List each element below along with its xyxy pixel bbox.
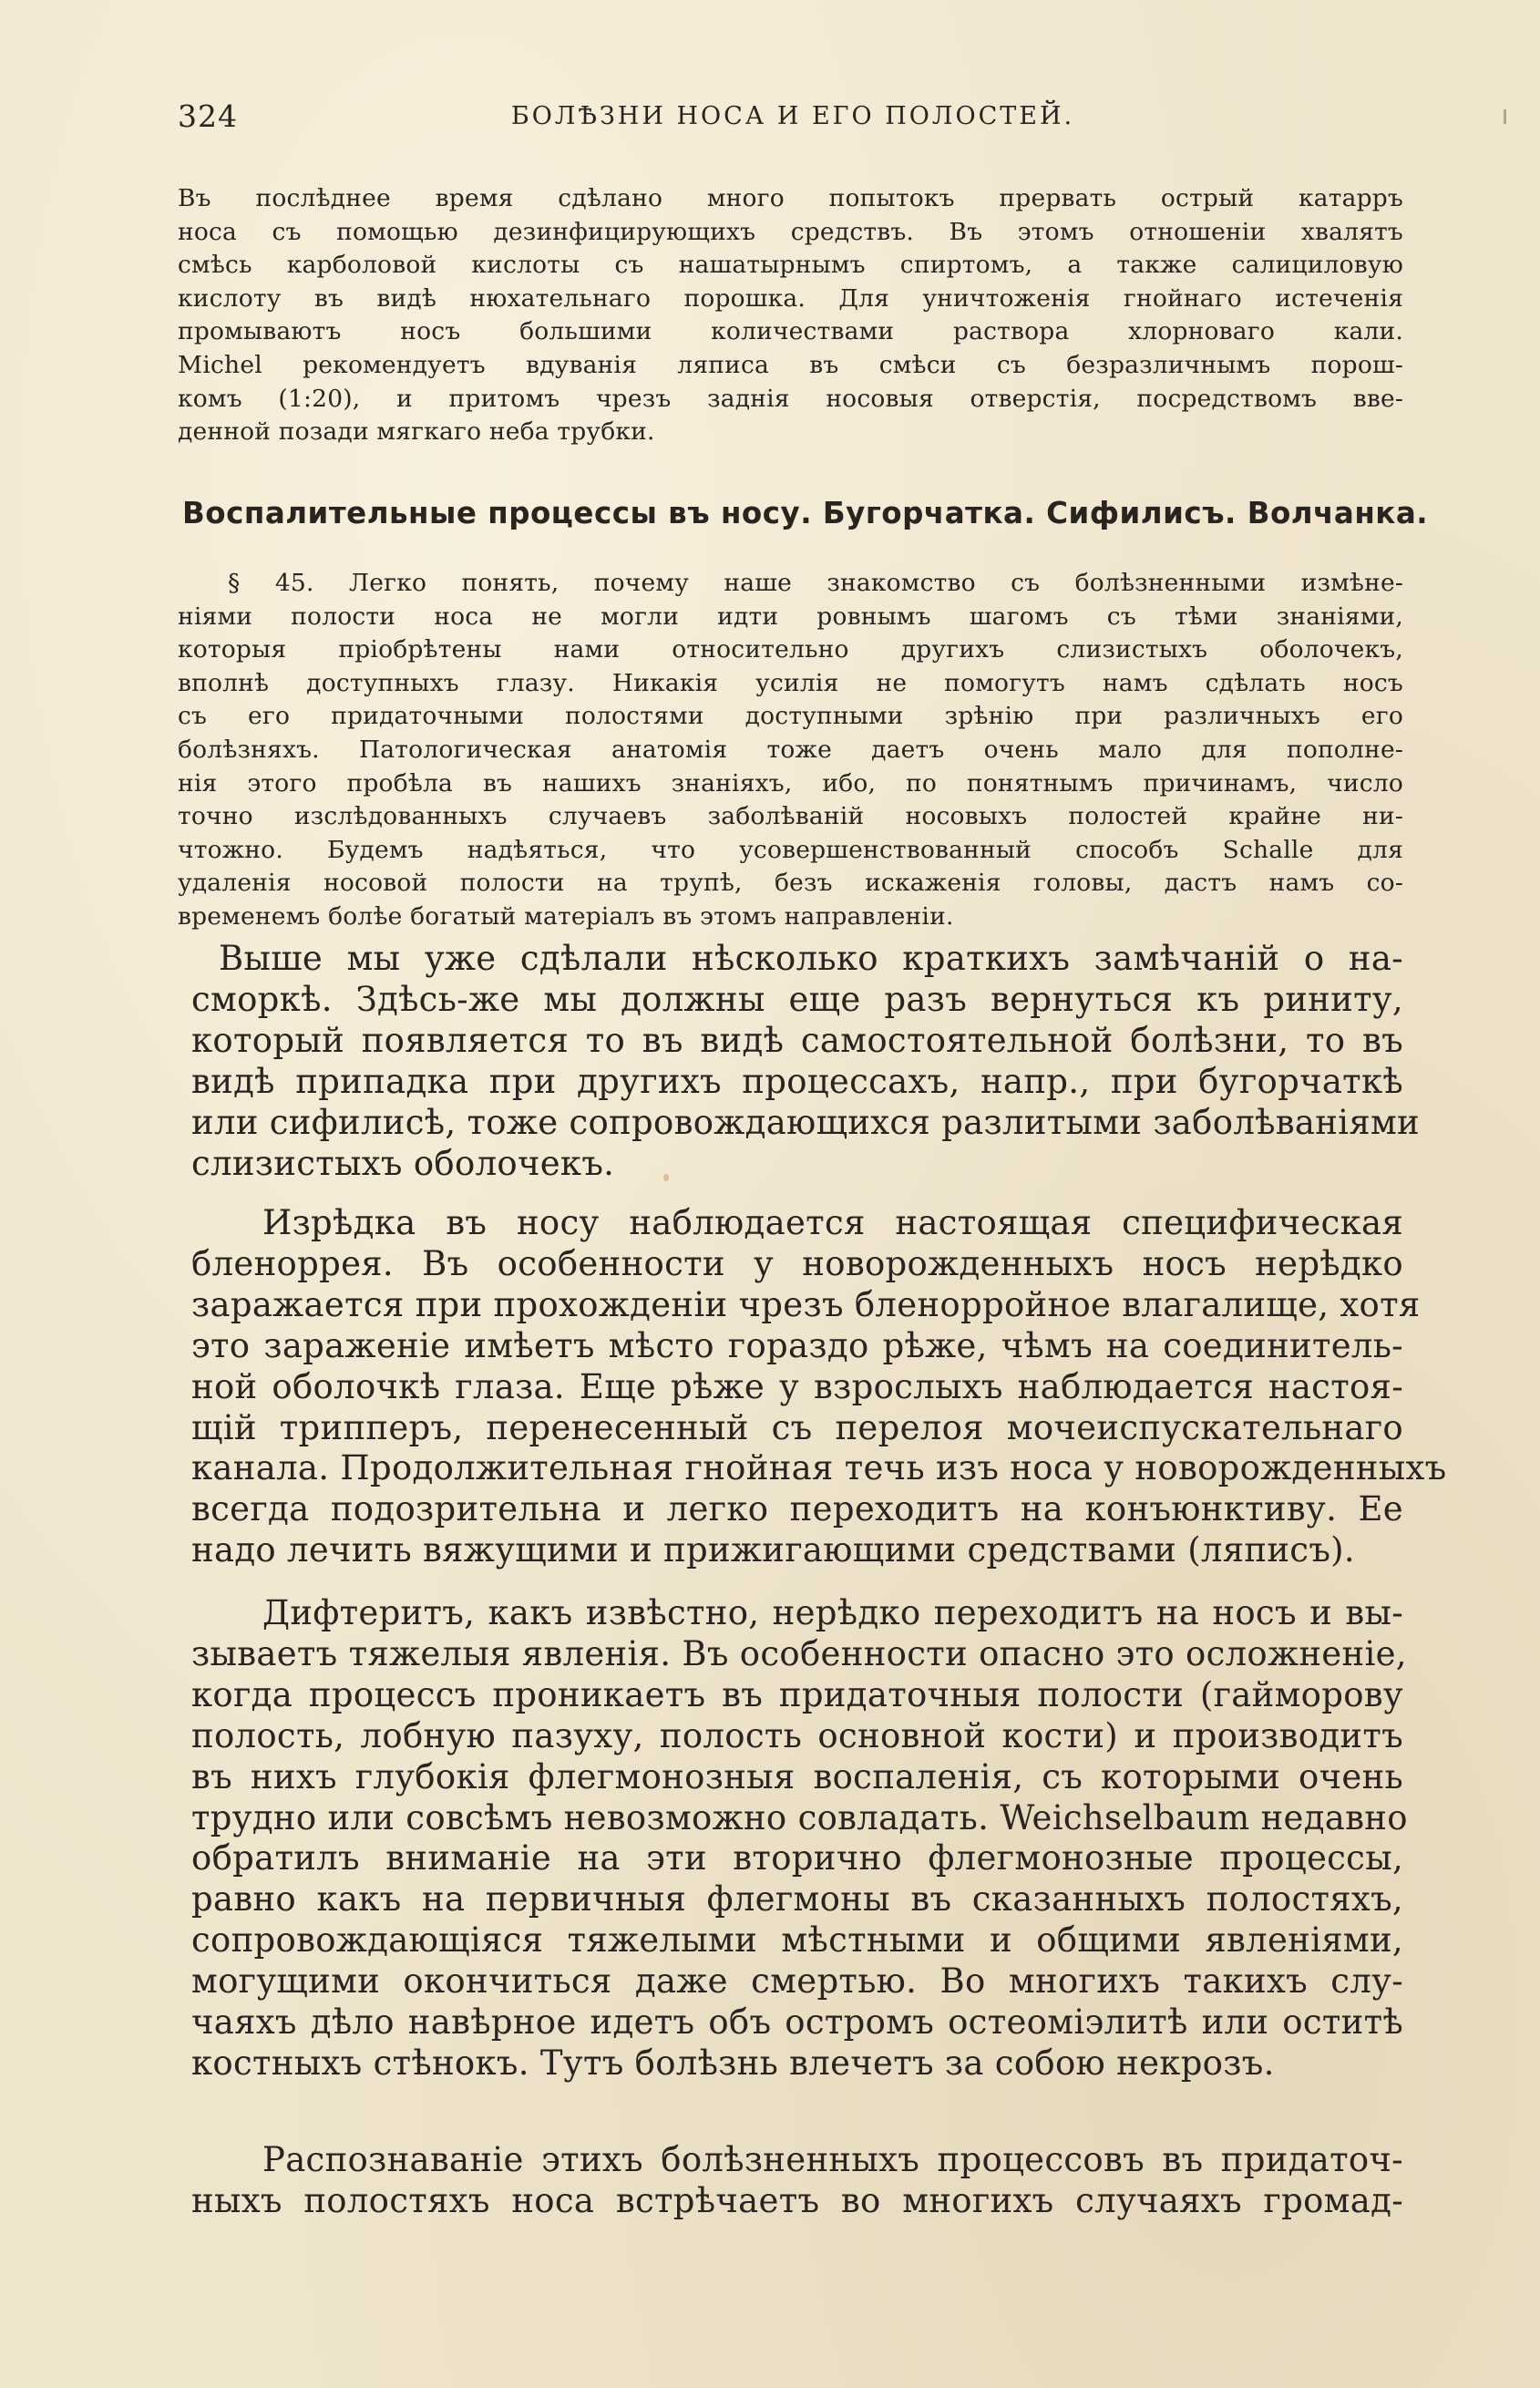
running-head xyxy=(178,98,1408,144)
paragraph-diagnosis xyxy=(191,2140,1403,2222)
text-line: зываетъ тяжелыя явленія. Въ особенности опасно это осложненіе, xyxy=(191,1633,1407,1673)
text-line: чтожно. Будемъ надѣяться, что усовершенствованный способъ Schalle для xyxy=(178,835,1403,864)
text-line: удаленія носовой полости на трупѣ, безъ искаженія головы, дастъ намъ со- xyxy=(178,869,1403,898)
text-line: Въ послѣднее время сдѣлано много попытокъ прервать острый катарръ xyxy=(178,184,1403,212)
text-line: чаяхъ дѣло навѣрное идетъ объ остромъ остеоміэлитѣ или оститѣ xyxy=(191,2002,1403,2043)
text-line: § 45. Легко понять, почему наше знакомство съ болѣзненными измѣне- xyxy=(228,569,1403,597)
section-heading: Воспалительные процессы въ носу. Бугорчатка. Сифилисъ. Волчанка. xyxy=(182,496,1429,530)
text-line: это зараженіе имѣетъ мѣсто гораздо рѣже, чѣмъ на соединитель- xyxy=(191,1325,1403,1365)
text-line: съ его придаточными полостями доступными зрѣнію при различныхъ его xyxy=(178,702,1403,731)
paragraph-antiseptic-treatment xyxy=(178,182,1403,449)
text-line: полость, лобную пазуху, полость основной кости) и производитъ xyxy=(191,1715,1403,1755)
paragraph-diphtheria xyxy=(191,1593,1408,2084)
paragraph-section-45 xyxy=(178,567,1403,934)
text-line: въ нихъ глубокія флегмонозныя воспаленія, съ которыми очень xyxy=(191,1756,1403,1796)
text-line: костныхъ стѣнокъ. Тутъ болѣзнь влечетъ за собою некрозъ. xyxy=(191,2043,1275,2083)
text-line: нія этого пробѣла въ нашихъ знаніяхъ, ибо, по понятнымъ причинамъ, число xyxy=(178,768,1403,798)
text-line: бленоррея. Въ особенности у новорожденныхъ носъ нерѣдко xyxy=(191,1243,1403,1283)
text-line: которыя пріобрѣтены нами относительно другихъ слизистыхъ оболочекъ, xyxy=(178,635,1403,664)
text-line: который появляется то въ видѣ самостоятельной болѣзни, то въ xyxy=(191,1020,1403,1060)
text-line: Дифтеритъ, какъ извѣстно, нерѣдко переходитъ на носъ и вы- xyxy=(262,1593,1403,1632)
text-line: ной оболочкѣ глаза. Еще рѣже у взрослыхъ наблюдается настоя- xyxy=(191,1366,1403,1406)
text-line: промываютъ носъ большими количествами раствора хлорноваго кали. xyxy=(178,317,1403,346)
text-line: болѣзняхъ. Патологическая анатомія тоже даетъ очень мало для пополне- xyxy=(178,735,1403,764)
text-line: вполнѣ доступныхъ глазу. Никакія усилія не помогутъ намъ сдѣлать носъ xyxy=(178,668,1403,697)
text-line: ніями полости носа не могли идти ровнымъ шагомъ съ тѣми знаніями, xyxy=(178,602,1403,631)
paragraph-rhinitis xyxy=(191,939,1421,1184)
text-line: слизистыхъ оболочекъ. xyxy=(191,1143,615,1183)
text-line: комъ (1:20), и притомъ чрезъ заднія носовыя отверстія, посредствомъ вве- xyxy=(178,384,1403,413)
text-line: смѣсь карболовой кислоты съ нашатырнымъ спиртомъ, а также салициловую xyxy=(178,251,1403,280)
text-line: носа съ помощью дезинфицирующихъ средствъ. Въ этомъ отношеніи хвалятъ xyxy=(178,217,1403,246)
margin-mark xyxy=(1504,109,1506,124)
paragraph-blennorrhea xyxy=(191,1203,1447,1571)
running-title: БОЛѢЗНИ НОСА И ЕГО ПОЛОСТЕЙ. xyxy=(510,102,1075,130)
text-line: сморкѣ. Здѣсь-же мы должны еще разъ вернуться къ риниту, xyxy=(191,979,1403,1019)
text-line: Michel рекомендуетъ вдуванія ляписа въ смѣси съ безразличнымъ порош- xyxy=(178,350,1403,379)
text-line: трудно или совсѣмъ невозможно совладать. Weichselbaum недавно xyxy=(191,1797,1408,1837)
text-line: видѣ припадка при другихъ процессахъ, напр., при бугорчаткѣ xyxy=(191,1061,1403,1101)
text-line: щій трипперъ, перенесенный съ перелоя мочеиспускательнаго xyxy=(191,1407,1403,1447)
text-line: когда процессъ проникаетъ въ придаточныя полости (гайморову xyxy=(191,1674,1403,1714)
text-line: Изрѣдка въ носу наблюдается настоящая специфическая xyxy=(262,1203,1403,1242)
page-number: 324 xyxy=(178,98,238,134)
text-line: денной позади мягкаго неба трубки. xyxy=(178,417,655,447)
text-line: кислоту въ видѣ нюхательнаго порошка. Для уничтоженія гнойнаго истеченія xyxy=(178,283,1403,313)
text-line: временемъ болѣе богатый матеріалъ въ этомъ направленіи. xyxy=(178,901,954,931)
text-line: обратилъ вниманіе на эти вторично флегмонозные процессы, xyxy=(191,1838,1403,1878)
text-line: ныхъ полостяхъ носа встрѣчаетъ во многихъ случаяхъ громад- xyxy=(191,2180,1403,2220)
text-line: сопровождающіяся тяжелыми мѣстными и общими явленіями, xyxy=(191,1920,1403,1961)
text-line: Распознаваніе этихъ болѣзненныхъ процессовъ въ придаточ- xyxy=(262,2140,1403,2179)
text-line: надо лечить вяжущими и прижигающими средствами (ляписъ). xyxy=(191,1530,1355,1570)
text-line: Выше мы уже сдѣлали нѣсколько краткихъ замѣчаній о на- xyxy=(219,939,1403,978)
text-line: могущими окончиться даже смертью. Во многихъ такихъ слу- xyxy=(191,1961,1403,2002)
paper-spot xyxy=(663,1174,669,1181)
text-line: или сифилисѣ, тоже сопровождающихся разлитыми заболѣваніями xyxy=(191,1102,1421,1142)
text-line: всегда подозрительна и легко переходитъ на конъюнктиву. Ее xyxy=(191,1489,1403,1529)
text-line: канала. Продолжительная гнойная течь изъ носа у новорожденныхъ xyxy=(191,1448,1447,1488)
text-line: равно какъ на первичныя флегмоны въ сказанныхъ полостяхъ, xyxy=(191,1879,1403,1920)
text-line: точно изслѣдованныхъ случаевъ заболѣваній носовыхъ полостей крайне ни- xyxy=(178,802,1403,831)
text-line: заражается при прохожденіи чрезъ бленорройное влагалище, хотя xyxy=(191,1284,1421,1324)
